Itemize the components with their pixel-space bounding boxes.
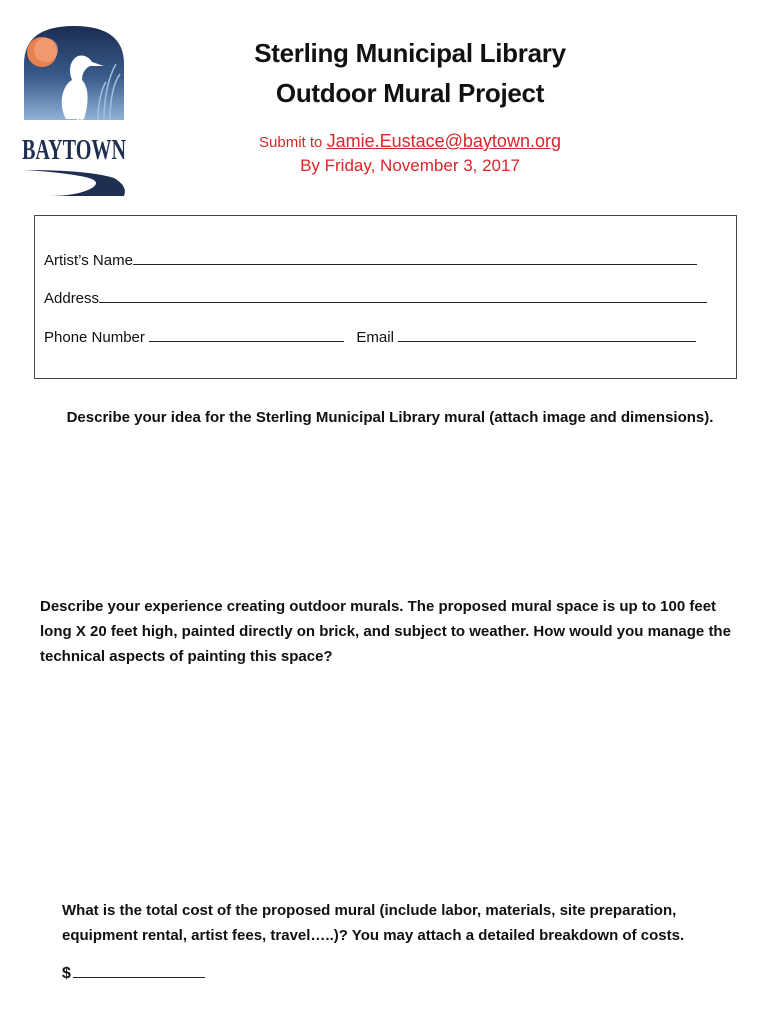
currency-symbol: $ <box>62 965 71 982</box>
email-field[interactable] <box>398 327 696 342</box>
question-experience: Describe your experience creating outdoor murals. The proposed mural space is up to 100 feet long X 20 feet high, painted directly on brick, and subject to weather. How would you manage the technical aspects of painting this space? <box>40 598 731 665</box>
phone-field[interactable] <box>149 327 344 342</box>
artist-name-label: Artist’s Name <box>44 252 133 269</box>
cost-field[interactable] <box>73 963 205 978</box>
submission-deadline: By Friday, November 3, 2017 <box>300 156 520 175</box>
address-label: Address <box>44 290 100 307</box>
question-mural-idea: Describe your idea for the Sterling Municipal Library mural (attach image and dimensions). <box>66 409 714 426</box>
artist-name-field[interactable] <box>133 250 697 265</box>
page-title-line-1: Sterling Municipal Library <box>254 38 566 68</box>
question-total-cost: What is the total cost of the proposed mural (include labor, materials, site preparation, equipment rental, artist fees, travel…..)? You may attach a detailed breakdown of costs. <box>62 902 685 944</box>
address-field[interactable] <box>99 288 707 303</box>
phone-label: Phone Number <box>44 329 145 346</box>
email-label: Email <box>356 329 394 346</box>
cost-entry-row <box>62 963 205 983</box>
phone-email-row <box>44 327 696 346</box>
baytown-logo-text: BAYTOWN <box>22 135 126 166</box>
baytown-logo <box>18 24 130 202</box>
submit-email-link[interactable]: Jamie.Eustace@baytown.org <box>326 131 561 151</box>
address-row <box>44 288 707 307</box>
submit-prefix: Submit to <box>259 134 323 151</box>
artist-name-row <box>44 250 697 269</box>
submit-instruction <box>200 131 620 152</box>
artist-info-box <box>34 215 737 379</box>
page-title-line-2: Outdoor Mural Project <box>275 78 545 108</box>
